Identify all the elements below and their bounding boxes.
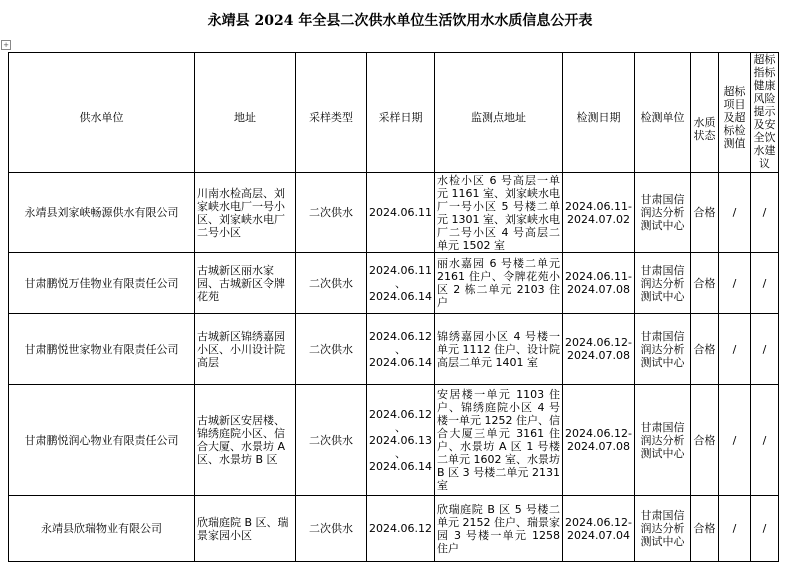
table-row [9,314,779,385]
table-row [9,496,779,562]
cell-exceed-items: / [719,173,751,253]
sample-date-separator: 、 [395,342,406,356]
table-move-handle-icon[interactable]: + [1,40,11,50]
cell-test-unit: 甘肃国信润达分析测试中心 [635,173,691,253]
cell-sample-type: 二次供水 [296,385,367,496]
cell-exceed-items: / [719,385,751,496]
table-row [9,253,779,314]
header-health-tips: 超标指标健康风险提示及安全饮水建议 [751,53,779,173]
sample-date-1: 2024.06.11 [369,263,432,277]
header-test-unit: 检测单位 [635,53,691,173]
cell-sample-date: 2024.06.11 [367,173,435,253]
cell-test-unit: 甘肃国信润达分析测试中心 [635,253,691,314]
cell-address: 古城新区丽水家园、古城新区令牌花苑 [195,253,296,314]
cell-site-address: 水检小区 6 号高层一单元 1161 室、刘家峡水电厂一号小区 5 号楼二单元 1301 室、刘家峡水电厂二号小区 4 号高层二单元 1502 室 [435,173,563,253]
cell-status: 合格 [691,173,719,253]
sample-date-1: 2024.06.12 [369,329,432,343]
cell-exceed-items: / [719,253,751,314]
cell-site-address: 丽水嘉园 6 号楼二单元 2161 住户、令牌花苑小区 2 栋二单元 2103 住户 [435,253,563,314]
cell-sample-type: 二次供水 [296,496,367,562]
cell-address: 川南水检高层、刘家峡水电厂一号小区、刘家峡水电厂二号小区 [195,173,296,253]
cell-supplier: 永靖县刘家峡畅源供水有限公司 [9,173,195,253]
header-sample-date: 采样日期 [367,53,435,173]
cell-test-date: 2024.06.12-2024.07.08 [563,385,635,496]
cell-test-unit: 甘肃国信润达分析测试中心 [635,314,691,385]
water-quality-table [8,52,779,562]
cell-supplier: 永靖县欣瑞物业有限公司 [9,496,195,562]
cell-exceed-items: / [719,496,751,562]
cell-test-date: 2024.06.11-2024.07.08 [563,253,635,314]
cell-health-tips: / [751,385,779,496]
cell-test-date: 2024.06.12-2024.07.08 [563,314,635,385]
header-site-address: 监测点地址 [435,53,563,173]
cell-sample-date [367,253,435,314]
cell-site-address: 锦绣嘉园小区 4 号楼一单元 1112 住户、设计院高层二单元 1401 室 [435,314,563,385]
sample-date-1: 2024.06.12 [369,407,432,421]
cell-sample-date [367,314,435,385]
cell-health-tips: / [751,314,779,385]
cell-sample-date [367,385,435,496]
cell-site-address: 安居楼一单元 1103 住户、锦绣庭院小区 4 号楼一单元 1252 住户、信合大厦三单元 3161 住户、水景坊 A 区 1 号楼二单元 1602 室、水景坊 B 区 3 号楼二单元 2131 室 [435,385,563,496]
cell-status: 合格 [691,314,719,385]
cell-supplier: 甘肃鹏悦万佳物业有限责任公司 [9,253,195,314]
sample-date-3: 2024.06.14 [369,459,432,473]
cell-supplier: 甘肃鹏悦润心物业有限责任公司 [9,385,195,496]
cell-sample-type: 二次供水 [296,253,367,314]
cell-status: 合格 [691,253,719,314]
sample-date-separator: 、 [395,446,406,460]
header-sample-type: 采样类型 [296,53,367,173]
cell-test-unit: 甘肃国信润达分析测试中心 [635,385,691,496]
sample-date-2: 2024.06.14 [369,355,432,369]
cell-supplier: 甘肃鹏悦世家物业有限责任公司 [9,314,195,385]
cell-sample-type: 二次供水 [296,173,367,253]
cell-health-tips: / [751,253,779,314]
cell-address: 古城新区锦绣嘉园小区、小川设计院高层 [195,314,296,385]
sample-date-2: 2024.06.14 [369,289,432,303]
cell-health-tips: / [751,496,779,562]
header-row [9,53,779,173]
cell-sample-date: 2024.06.12 [367,496,435,562]
cell-test-date: 2024.06.11-2024.07.02 [563,173,635,253]
cell-exceed-items: / [719,314,751,385]
sample-date-separator: 、 [395,276,406,290]
cell-status: 合格 [691,496,719,562]
sample-date-2: 2024.06.13 [369,433,432,447]
cell-test-unit: 甘肃国信润达分析测试中心 [635,496,691,562]
header-supplier: 供水单位 [9,53,195,173]
page-title: 永靖县 2024 年全县二次供水单位生活饮用水水质信息公开表 [207,13,593,29]
table-row [9,173,779,253]
cell-sample-type: 二次供水 [296,314,367,385]
sample-date-separator: 、 [395,420,406,434]
header-status: 水质状态 [691,53,719,173]
header-test-date: 检测日期 [563,53,635,173]
cell-address: 欣瑞庭院 B 区、瑞景家园小区 [195,496,296,562]
cell-status: 合格 [691,385,719,496]
header-exceed-items: 超标项目及超标检测值 [719,53,751,173]
cell-health-tips: / [751,173,779,253]
cell-address: 古城新区安居楼、锦绣庭院小区、信合大厦、水景坊 A 区、水景坊 B 区 [195,385,296,496]
table-row [9,385,779,496]
cell-test-date: 2024.06.12-2024.07.04 [563,496,635,562]
cell-site-address: 欣瑞庭院 B 区 5 号楼二单元 2152 住户、瑞景家园 3 号楼一单元 1258 住户 [435,496,563,562]
header-address: 地址 [195,53,296,173]
